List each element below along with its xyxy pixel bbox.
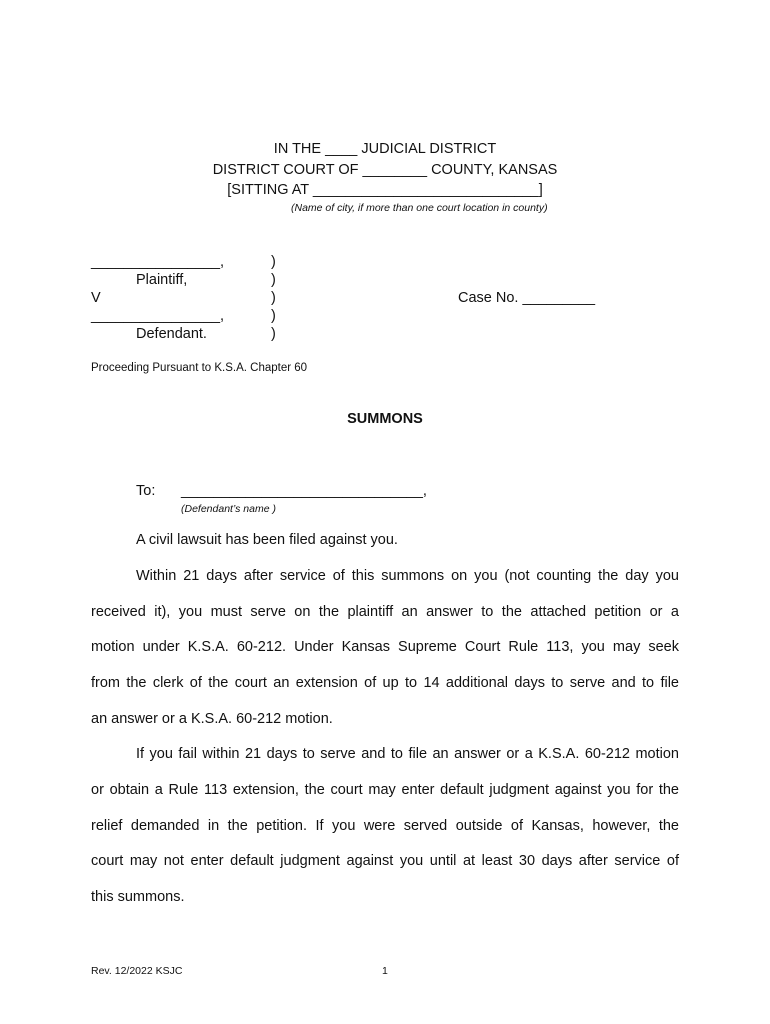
page-number: 1 (382, 965, 388, 977)
body-paragraph-2-line: motion under K.S.A. 60-212. Under Kansas Supreme Court Rule 113, you may seek (91, 639, 679, 655)
body-paragraph-2-line: received it), you must serve on the plaintiff an answer to the attached petition or a (91, 604, 679, 620)
body-paragraph-2-line: Within 21 days after service of this summons on you (not counting the day you (136, 568, 679, 584)
versus-label: V (91, 290, 101, 306)
court-header-line-2: DISTRICT COURT OF ________ COUNTY, KANSAS (212, 162, 558, 178)
caption-paren: ) (271, 290, 276, 306)
case-number-field: Case No. _________ (458, 290, 596, 306)
body-paragraph-1: A civil lawsuit has been filed against you. (136, 532, 398, 548)
caption-paren: ) (271, 272, 276, 288)
body-paragraph-3-line: or obtain a Rule 113 extension, the court may enter default judgment against you for the (91, 782, 679, 798)
defendant-name-line: ______________________________, (181, 483, 427, 499)
body-paragraph-3-line: If you fail within 21 days to serve and to file an answer or a K.S.A. 60-212 motion (136, 746, 679, 762)
proceeding-statement: Proceeding Pursuant to K.S.A. Chapter 60 (91, 362, 308, 374)
caption-paren: ) (271, 308, 276, 324)
caption-paren: ) (271, 254, 276, 270)
body-paragraph-2-line: from the clerk of the court an extension of up to 14 additional days to serve and to file (91, 675, 679, 691)
body-paragraph-3-line: relief demanded in the petition. If you were served outside of Kansas, however, the (91, 818, 679, 834)
body-paragraph-3-line: this summons. (91, 889, 185, 905)
court-location-note: (Name of city, if more than one court location in county) (291, 202, 548, 214)
plaintiff-label: Plaintiff, (136, 272, 188, 288)
defendant-label: Defendant. (136, 326, 207, 342)
revision-note: Rev. 12/2022 KSJC (91, 965, 183, 977)
caption-paren: ) (271, 326, 276, 342)
defendant-name-blank: ________________, (91, 308, 225, 324)
plaintiff-name-blank: ________________, (91, 254, 225, 270)
court-header-line-1: IN THE ____ JUDICIAL DISTRICT (273, 141, 497, 157)
body-paragraph-2-line: an answer or a K.S.A. 60-212 motion. (91, 711, 333, 727)
body-paragraph-3-line: court may not enter default judgment against you until at least 30 days after service of (91, 853, 679, 869)
court-header-line-3: [SITTING AT ____________________________] (227, 182, 543, 198)
document-title: SUMMONS (347, 411, 423, 427)
defendant-name-note: (Defendant’s name ) (181, 503, 276, 515)
to-label: To: (136, 483, 156, 499)
